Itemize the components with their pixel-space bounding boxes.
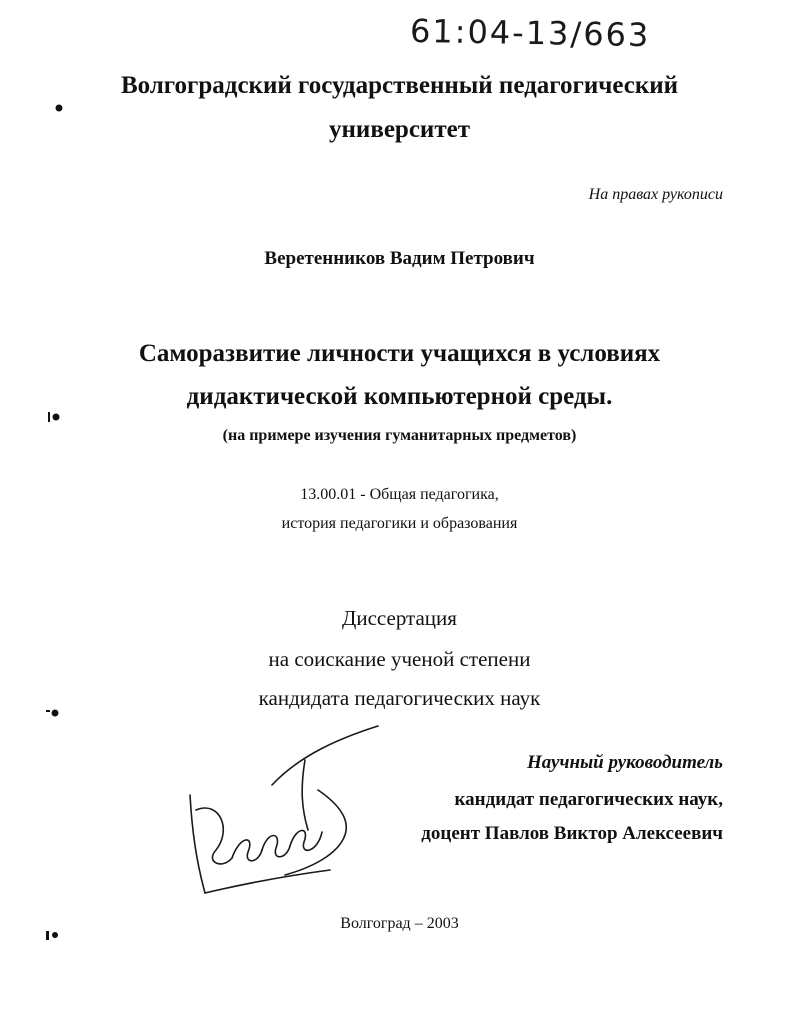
degree-name: кандидата педагогических наук (258, 686, 541, 710)
scanner-dot-marks (46, 105, 63, 941)
supervisor-name: доцент Павлов Виктор Алексеевич (421, 823, 723, 844)
author-name: Веретенников Вадим Петрович (264, 248, 535, 269)
university-name-line1: Волгоградский государственный педагогический (120, 72, 679, 99)
supervisor-degree: кандидат педагогических наук, (454, 789, 723, 810)
dissertation-title-line1: Саморазвитие личности учащихся в условиях (138, 340, 661, 367)
archive-number-handwritten: 61:04-13/663 (409, 11, 651, 55)
specialty-name: история педагогики и образования (281, 515, 518, 532)
university-name-line2: университет (329, 116, 470, 143)
degree-purpose: на соискание ученой степени (268, 647, 531, 671)
manuscript-note: На правах рукописи (588, 186, 723, 203)
document-type: Диссертация (342, 606, 457, 630)
dissertation-title-line2: дидактической компьютерной среды. (186, 383, 613, 410)
specialty-code: 13.00.01 - Общая педагогика, (300, 486, 499, 503)
dissertation-subtitle: (на примере изучения гуманитарных предметов) (222, 427, 577, 444)
handwritten-signature (190, 726, 378, 893)
place-and-year: Волгоград – 2003 (340, 915, 459, 932)
supervisor-heading: Научный руководитель (527, 752, 723, 773)
